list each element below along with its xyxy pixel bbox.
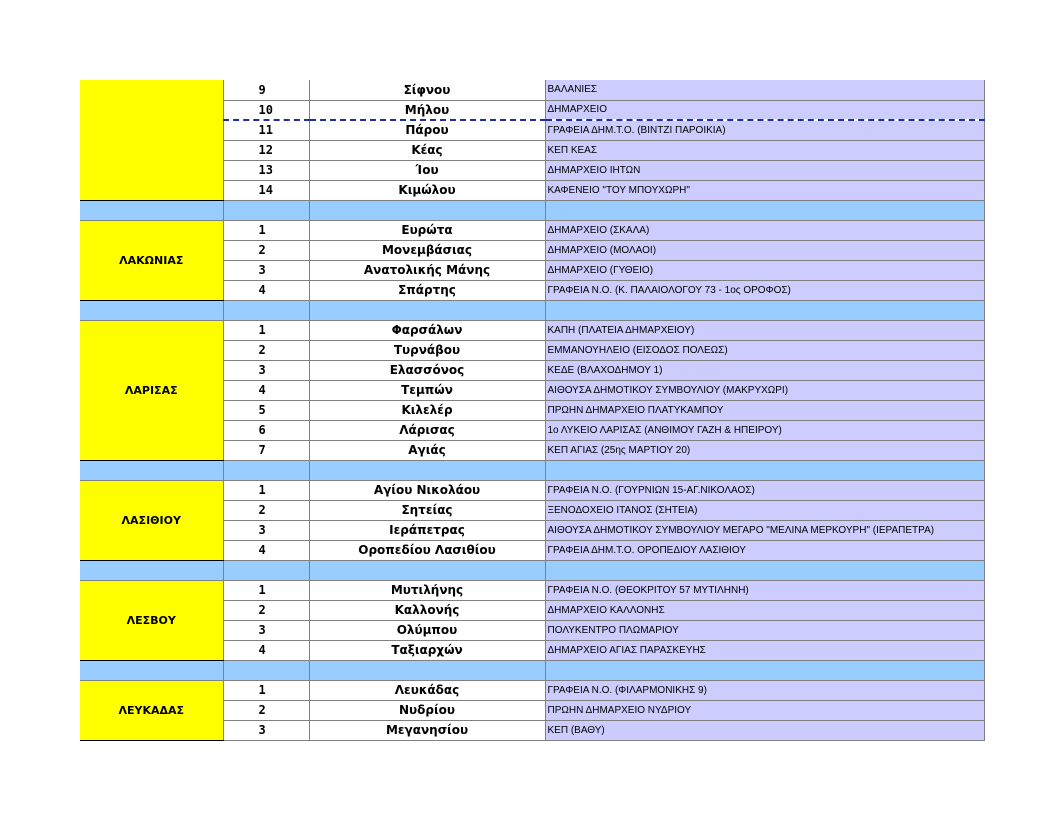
location-cell: ΒΑΛΑΝΙΕΣ (545, 80, 984, 100)
separator-cell (545, 200, 984, 220)
municipality-cell: Πάρου (309, 120, 545, 140)
municipality-cell: Ελασσόνος (309, 360, 545, 380)
row-number-cell: 13 (223, 160, 309, 180)
municipality-cell: Σπάρτης (309, 280, 545, 300)
municipality-cell: Μυτιλήνης (309, 580, 545, 600)
table-row (80, 80, 984, 100)
row-number-cell: 1 (223, 680, 309, 700)
row-number-cell: 6 (223, 420, 309, 440)
separator-cell (223, 560, 309, 580)
separator-cell (545, 560, 984, 580)
location-cell: ΕΜΜΑΝΟΥΗΛΕΙΟ (ΕΙΣΟΔΟΣ ΠΟΛΕΩΣ) (545, 340, 984, 360)
table-row (80, 580, 984, 600)
separator-cell (545, 460, 984, 480)
location-cell: ΚΕΠ ΑΓΙΑΣ (25ης ΜΑΡΤΙΟΥ 20) (545, 440, 984, 460)
row-number-cell: 4 (223, 280, 309, 300)
location-cell: ΔΗΜΑΡΧΕΙΟ ΚΑΛΛΟΝΗΣ (545, 600, 984, 620)
separator-row (80, 300, 984, 320)
location-cell: ΓΡΑΦΕΙΑ ΔΗΜ.Τ.Ο. (ΒΙΝΤΖΙ ΠΑΡΟΙΚΙΑ) (545, 120, 984, 140)
row-number-cell: 14 (223, 180, 309, 200)
location-cell: ΑΙΘΟΥΣΑ ΔΗΜΟΤΙΚΟΥ ΣΥΜΒΟΥΛΙΟΥ (ΜΑΚΡΥΧΩΡΙ) (545, 380, 984, 400)
location-cell: ΚΕΠ (ΒΑΘΥ) (545, 720, 984, 740)
spreadsheet-table (80, 80, 984, 741)
municipality-cell: Φαρσάλων (309, 320, 545, 340)
separator-cell (545, 300, 984, 320)
location-cell: ΞΕΝΟΔΟΧΕΙΟ ΙΤΑΝΟΣ (ΣΗΤΕΙΑ) (545, 500, 984, 520)
row-number-cell: 3 (223, 720, 309, 740)
municipality-cell: Μονεμβάσιας (309, 240, 545, 260)
municipality-cell: Μήλου (309, 100, 545, 120)
separator-cell (309, 200, 545, 220)
row-number-cell: 11 (223, 120, 309, 140)
separator-row (80, 200, 984, 220)
row-number-cell: 2 (223, 340, 309, 360)
location-cell: ΠΟΛΥΚΕΝΤΡΟ ΠΛΩΜΑΡΙΟΥ (545, 620, 984, 640)
location-cell: ΚΕΔΕ (ΒΛΑΧΟΔΗΜΟΥ 1) (545, 360, 984, 380)
table-row (80, 320, 984, 340)
municipality-cell: Τυρνάβου (309, 340, 545, 360)
municipality-cell: Ανατολικής Μάνης (309, 260, 545, 280)
row-number-cell: 7 (223, 440, 309, 460)
location-cell: ΠΡΩΗΝ ΔΗΜΑΡΧΕΙΟ ΝΥΔΡΙΟΥ (545, 700, 984, 720)
region-name-cell: ΛΑΚΩΝΙΑΣ (80, 220, 223, 300)
row-number-cell: 3 (223, 260, 309, 280)
region-name-cell (80, 80, 223, 200)
separator-row (80, 560, 984, 580)
separator-cell (309, 560, 545, 580)
location-cell: ΔΗΜΑΡΧΕΙΟ (ΣΚΑΛΑ) (545, 220, 984, 240)
region-name-cell: ΛΑΣΙΘΙΟΥ (80, 480, 223, 560)
region-name-cell: ΛΑΡΙΣΑΣ (80, 320, 223, 460)
row-number-cell: 4 (223, 380, 309, 400)
separator-cell (80, 460, 223, 480)
separator-cell (309, 300, 545, 320)
separator-cell (80, 300, 223, 320)
separator-cell (545, 660, 984, 680)
polling-stations-table (80, 80, 985, 741)
municipality-cell: Σίφνου (309, 80, 545, 100)
municipality-cell: Σητείας (309, 500, 545, 520)
row-number-cell: 10 (223, 100, 309, 120)
separator-cell (223, 200, 309, 220)
separator-cell (309, 460, 545, 480)
row-number-cell: 3 (223, 360, 309, 380)
municipality-cell: Ιεράπετρας (309, 520, 545, 540)
municipality-cell: Κιμώλου (309, 180, 545, 200)
row-number-cell: 9 (223, 80, 309, 100)
location-cell: ΠΡΩΗΝ ΔΗΜΑΡΧΕΙΟ ΠΛΑΤΥΚΑΜΠΟΥ (545, 400, 984, 420)
separator-cell (223, 300, 309, 320)
municipality-cell: Ευρώτα (309, 220, 545, 240)
municipality-cell: Κέας (309, 140, 545, 160)
separator-cell (80, 660, 223, 680)
table-row (80, 680, 984, 700)
separator-cell (80, 200, 223, 220)
municipality-cell: Λάρισας (309, 420, 545, 440)
location-cell: ΚΕΠ ΚΕΑΣ (545, 140, 984, 160)
location-cell: ΔΗΜΑΡΧΕΙΟ ΑΓΙΑΣ ΠΑΡΑΣΚΕΥΗΣ (545, 640, 984, 660)
location-cell: ΑΙΘΟΥΣΑ ΔΗΜΟΤΙΚΟΥ ΣΥΜΒΟΥΛΙΟΥ ΜΕΓΑΡΟ "ΜΕΛΙΝΑ ΜΕΡΚΟΥΡΗ" (ΙΕΡΑΠΕΤΡΑ) (545, 520, 984, 540)
row-number-cell: 12 (223, 140, 309, 160)
location-cell: ΓΡΑΦΕΙΑ Ν.Ο. (ΓΟΥΡΝΙΩΝ 15-ΑΓ.ΝΙΚΟΛΑΟΣ) (545, 480, 984, 500)
location-cell: ΚΑΠΗ (ΠΛΑΤΕΙΑ ΔΗΜΑΡΧΕΙΟΥ) (545, 320, 984, 340)
municipality-cell: Καλλονής (309, 600, 545, 620)
table-row (80, 480, 984, 500)
municipality-cell: Ίου (309, 160, 545, 180)
row-number-cell: 2 (223, 600, 309, 620)
location-cell: ΓΡΑΦΕΙΑ Ν.Ο. (Κ. ΠΑΛΑΙΟΛΟΓΟΥ 73 - 1ος ΟΡΟΦΟΣ) (545, 280, 984, 300)
location-cell: ΔΗΜΑΡΧΕΙΟ (ΓΥΘΕΙΟ) (545, 260, 984, 280)
location-cell: ΓΡΑΦΕΙΑ ΔΗΜ.Τ.Ο. ΟΡΟΠΕΔΙΟΥ ΛΑΣΙΘΙΟΥ (545, 540, 984, 560)
municipality-cell: Λευκάδας (309, 680, 545, 700)
location-cell: ΓΡΑΦΕΙΑ Ν.Ο. (ΦΙΛΑΡΜΟΝΙΚΗΣ 9) (545, 680, 984, 700)
municipality-cell: Οροπεδίου Λασιθίου (309, 540, 545, 560)
separator-cell (80, 560, 223, 580)
location-cell: ΚΑΦΕΝΕΙΟ "ΤΟΥ ΜΠΟΥΧΩΡΗ" (545, 180, 984, 200)
location-cell: 1ο ΛΥΚΕΙΟ ΛΑΡΙΣΑΣ (ΑΝΘΙΜΟΥ ΓΑΖΗ & ΗΠΕΙΡΟΥ) (545, 420, 984, 440)
separator-cell (223, 460, 309, 480)
region-name-cell: ΛΕΥΚΑΔΑΣ (80, 680, 223, 740)
row-number-cell: 1 (223, 580, 309, 600)
separator-row (80, 460, 984, 480)
row-number-cell: 3 (223, 620, 309, 640)
separator-cell (309, 660, 545, 680)
location-cell: ΓΡΑΦΕΙΑ Ν.Ο. (ΘΕΟΚΡΙΤΟΥ 57 ΜΥΤΙΛΗΝΗ) (545, 580, 984, 600)
row-number-cell: 1 (223, 220, 309, 240)
region-name-cell: ΛΕΣΒΟΥ (80, 580, 223, 660)
municipality-cell: Αγιάς (309, 440, 545, 460)
row-number-cell: 1 (223, 480, 309, 500)
row-number-cell: 2 (223, 240, 309, 260)
municipality-cell: Κιλελέρ (309, 400, 545, 420)
municipality-cell: Ολύμπου (309, 620, 545, 640)
location-cell: ΔΗΜΑΡΧΕΙΟ ΙΗΤΩΝ (545, 160, 984, 180)
row-number-cell: 2 (223, 500, 309, 520)
location-cell: ΔΗΜΑΡΧΕΙΟ (ΜΟΛΑΟΙ) (545, 240, 984, 260)
row-number-cell: 4 (223, 640, 309, 660)
municipality-cell: Αγίου Νικολάου (309, 480, 545, 500)
separator-cell (223, 660, 309, 680)
table-row (80, 220, 984, 240)
municipality-cell: Ταξιαρχών (309, 640, 545, 660)
row-number-cell: 3 (223, 520, 309, 540)
municipality-cell: Νυδρίου (309, 700, 545, 720)
municipality-cell: Μεγανησίου (309, 720, 545, 740)
row-number-cell: 5 (223, 400, 309, 420)
separator-row (80, 660, 984, 680)
row-number-cell: 4 (223, 540, 309, 560)
municipality-cell: Τεμπών (309, 380, 545, 400)
location-cell: ΔΗΜΑΡΧΕΙΟ (545, 100, 984, 120)
row-number-cell: 2 (223, 700, 309, 720)
row-number-cell: 1 (223, 320, 309, 340)
